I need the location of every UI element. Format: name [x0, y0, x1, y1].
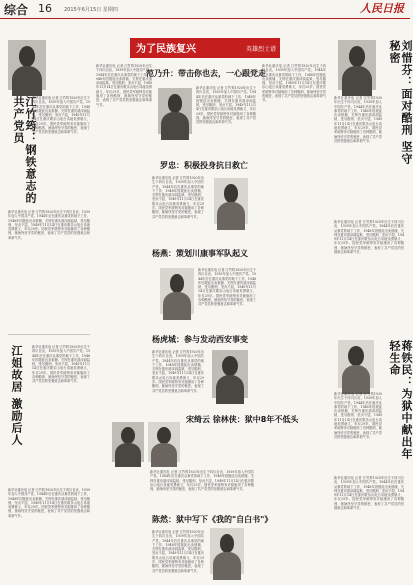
- article-body: 新华社重庆电 记者 江竹筠1920年出生于四川自贡，1939年加入中国共产党。1944年后在重庆从事党的地下工作，1948年因叛徒出卖被捕，关押在重庆渣滓洞监狱，受尽酷刑，坚贞不屈，1949年11月14日在重庆歌乐山电台岚垭英勇就义，年仅29岁。国民党军统特务对她施用了各种酷刑，她始终坚守党的秘密，表现了共产党员的坚强意志和革命气节。: [32, 96, 90, 135]
- banner-title: 为了民族复兴: [136, 44, 196, 55]
- article-title: 杨虎城：参与发动西安事变: [152, 335, 248, 344]
- portrait-fan-naisheng: [158, 88, 192, 134]
- feature-banner: [130, 38, 280, 58]
- article-body: 新华社重庆电 记者 江竹筠1920年出生于四川自贡，1939年加入中国共产党。1944年后在重庆从事党的地下工作，1948年因叛徒出卖被捕，关押在重庆渣滓洞监狱，受尽酷刑，坚贞不屈，1949年11月14日在重庆歌乐山电台岚垭英勇就义，年仅29岁。国民党军统特务对她施用了各种酷刑，她始终坚守党的秘密，表现了共产党员的坚强意志和革命气节。: [8, 488, 90, 518]
- article-body: 新华社重庆电 记者 江竹筠1920年出生于四川自贡，1939年加入中国共产党。1944年后在重庆从事党的地下工作，1948年因叛徒出卖被捕，关押在重庆渣滓洞监狱，受尽酷刑，坚贞不屈，1949年11月14日在重庆歌乐山电台岚垭英勇就义，年仅29岁。国民党军统特务对她施用了各种酷刑，她始终坚守党的秘密，表现了共产党员的坚强意志和革命气节。: [334, 96, 382, 143]
- article-body: 新华社重庆电 记者 江竹筠1920年出生于四川自贡，1939年加入中国共产党。1944年后在重庆从事党的地下工作，1948年因叛徒出卖被捕，关押在重庆渣滓洞监狱，受尽酷刑，坚贞不屈，1949年11月14日在重庆歌乐山电台岚垭英勇就义，年仅29岁。国民党军统特务对她施用了各种酷刑，她始终坚守党的秘密，表现了共产党员的坚强意志和革命气节。: [152, 176, 204, 219]
- article-title: 陈然：狱中写下《我的"自白书"》: [152, 515, 273, 524]
- page-number: 16: [38, 2, 52, 15]
- section-name: 综合: [4, 3, 29, 17]
- article-title: 罗忠：积极投身抗日救亡: [160, 161, 248, 170]
- article-body: 新华社重庆电 记者 江竹筠1920年出生于四川自贡，1939年加入中国共产党。1944年后在重庆从事党的地下工作，1948年因叛徒出卖被捕，关押在重庆渣滓洞监狱，受尽酷刑，坚贞不屈，1949年11月14日在重庆歌乐山电台岚垭英勇就义，年仅29岁。国民党军统特务对她施用了各种酷刑，她始终坚守党的秘密，表现了共产党员的坚强意志和革命气节。: [334, 392, 382, 439]
- article-title: 范乃升：带击你也去，一心跟党走: [146, 69, 266, 78]
- article-body: 新华社重庆电 记者 江竹筠1920年出生于四川自贡，1939年加入中国共产党。1944年后在重庆从事党的地下工作，1948年因叛徒出卖被捕，关押在重庆渣滓洞监狱，受尽酷刑，坚贞不屈，1949年11月14日在重庆歌乐山电台岚垭英勇就义，年仅29岁。国民党军统特务对她施用了各种酷刑，她始终坚守党的秘密，表现了共产党员的坚强意志和革命气节。: [152, 350, 204, 393]
- page-header: [0, 0, 410, 19]
- article-title: 刘惜芬：面对酷刑 坚守秘密: [388, 40, 413, 165]
- article-title: 蒋铁民：为狱中献出年轻生命: [388, 340, 413, 460]
- article-body: 新华社重庆电 记者 江竹筠1920年出生于四川自贡，1939年加入中国共产党。1944年后在重庆从事党的地下工作，1948年因叛徒出卖被捕，关押在重庆渣滓洞监狱，受尽酷刑，坚贞不屈，1949年11月14日在重庆歌乐山电台岚垭英勇就义，年仅29岁。国民党军统特务对她施用了各种酷刑，她始终坚守党的秘密，表现了共产党员的坚强意志和革命气节。: [262, 64, 326, 103]
- article-body: 新华社重庆电 记者 江竹筠1920年出生于四川自贡，1939年加入中国共产党。1944年后在重庆从事党的地下工作，1948年因叛徒出卖被捕，关押在重庆渣滓洞监狱，受尽酷刑，坚贞不屈，1949年11月14日在重庆歌乐山电台岚垭英勇就义，年仅29岁。国民党军统特务对她施用了各种酷刑，她始终坚守党的秘密，表现了共产党员的坚强意志和革命气节。: [198, 268, 256, 307]
- article-body: 新华社重庆电 记者 江竹筠1920年出生于四川自贡，1939年加入中国共产党。1944年后在重庆从事党的地下工作，1948年因叛徒出卖被捕，关押在重庆渣滓洞监狱，受尽酷刑，坚贞不屈，1949年11月14日在重庆歌乐山电台岚垭英勇就义，年仅29岁。国民党军统特务对她施用了各种酷刑，她始终坚守党的秘密，表现了共产党员的坚强意志和革命气节。: [196, 86, 256, 125]
- article-body: 新华社重庆电 记者 江竹筠1920年出生于四川自贡，1939年加入中国共产党。1944年后在重庆从事党的地下工作，1948年因叛徒出卖被捕，关押在重庆渣滓洞监狱，受尽酷刑，坚贞不屈，1949年11月14日在重庆歌乐山电台岚垭英勇就义，年仅29岁。国民党军统特务对她施用了各种酷刑，她始终坚守党的秘密，表现了共产党员的坚强意志和革命气节。: [32, 345, 90, 384]
- divider: [8, 334, 90, 335]
- article-title: 江姐故居 激励后人: [10, 345, 23, 446]
- portrait-jiang-zhujun: [8, 40, 46, 90]
- portrait-chen-ran: [210, 528, 244, 574]
- portrait-liu-xifen: [338, 40, 376, 90]
- article-body: 新华社重庆电 记者 江竹筠1920年出生于四川自贡，1939年加入中国共产党。1944年后在重庆从事党的地下工作，1948年因叛徒出卖被捕，关押在重庆渣滓洞监狱，受尽酷刑，坚贞不屈，1949年11月14日在重庆歌乐山电台岚垭英勇就义，年仅29岁。国民党军统特务对她施用了各种酷刑，她始终坚守党的秘密，表现了共产党员的坚强意志和革命气节。: [96, 64, 152, 107]
- portrait-song-qiyun: [112, 422, 144, 462]
- issue-date: 2015年6月15日 星期四: [64, 7, 118, 13]
- newspaper-logo: 人民日报: [360, 2, 404, 15]
- article-body: 新华社重庆电 记者 江竹筠1920年出生于四川自贡，1939年加入中国共产党。1944年后在重庆从事党的地下工作，1948年因叛徒出卖被捕，关押在重庆渣滓洞监狱，受尽酷刑，坚贞不屈，1949年11月14日在重庆歌乐山电台岚垭英勇就义，年仅29岁。国民党军统特务对她施用了各种酷刑，她始终坚守党的秘密，表现了共产党员的坚强意志和革命气节。: [334, 476, 404, 511]
- article-title: 杨燕：策划川康事军队起义: [152, 249, 248, 258]
- article-title: 江竹筠：钢铁意志的共产党员: [12, 96, 37, 204]
- article-body: 新华社重庆电 记者 江竹筠1920年出生于四川自贡，1939年加入中国共产党。1944年后在重庆从事党的地下工作，1948年因叛徒出卖被捕，关押在重庆渣滓洞监狱，受尽酷刑，坚贞不屈，1949年11月14日在重庆歌乐山电台岚垭英勇就义，年仅29岁。国民党军统特务对她施用了各种酷刑，她始终坚守党的秘密，表现了共产党员的坚强意志和革命气节。: [152, 530, 204, 573]
- portrait-yang-yan: [160, 268, 194, 314]
- portrait-xu-linxia: [148, 422, 180, 462]
- article-title: 宋绮云 徐林侠：狱中8年不低头: [186, 415, 299, 424]
- article-body: 新华社重庆电 记者 江竹筠1920年出生于四川自贡，1939年加入中国共产党。1944年后在重庆从事党的地下工作，1948年因叛徒出卖被捕，关押在重庆渣滓洞监狱，受尽酷刑，坚贞不屈，1949年11月14日在重庆歌乐山电台岚垭英勇就义，年仅29岁。国民党军统特务对她施用了各种酷刑，她始终坚守党的秘密，表现了共产党员的坚强意志和革命气节。: [8, 210, 90, 240]
- article-body: 新华社重庆电 记者 江竹筠1920年出生于四川自贡，1939年加入中国共产党。1944年后在重庆从事党的地下工作，1948年因叛徒出卖被捕，关押在重庆渣滓洞监狱，受尽酷刑，坚贞不屈，1949年11月14日在重庆歌乐山电台岚垭英勇就义，年仅29岁。国民党军统特务对她施用了各种酷刑，她始终坚守党的秘密，表现了共产党员的坚强意志和革命气节。: [150, 470, 254, 492]
- portrait-jiang-tiemin: [338, 340, 374, 388]
- portrait-luo-zhong: [214, 178, 248, 224]
- article-body: 新华社重庆电 记者 江竹筠1920年出生于四川自贡，1939年加入中国共产党。1944年后在重庆从事党的地下工作，1948年因叛徒出卖被捕，关押在重庆渣滓洞监狱，受尽酷刑，坚贞不屈，1949年11月14日在重庆歌乐山电台岚垭英勇就义，年仅29岁。国民党军统特务对她施用了各种酷刑，她始终坚守党的秘密，表现了共产党员的坚强意志和革命气节。: [334, 220, 404, 255]
- banner-subtitle: 英雄烈士谱: [245, 46, 276, 53]
- portrait-yang-hucheng: [212, 350, 248, 398]
